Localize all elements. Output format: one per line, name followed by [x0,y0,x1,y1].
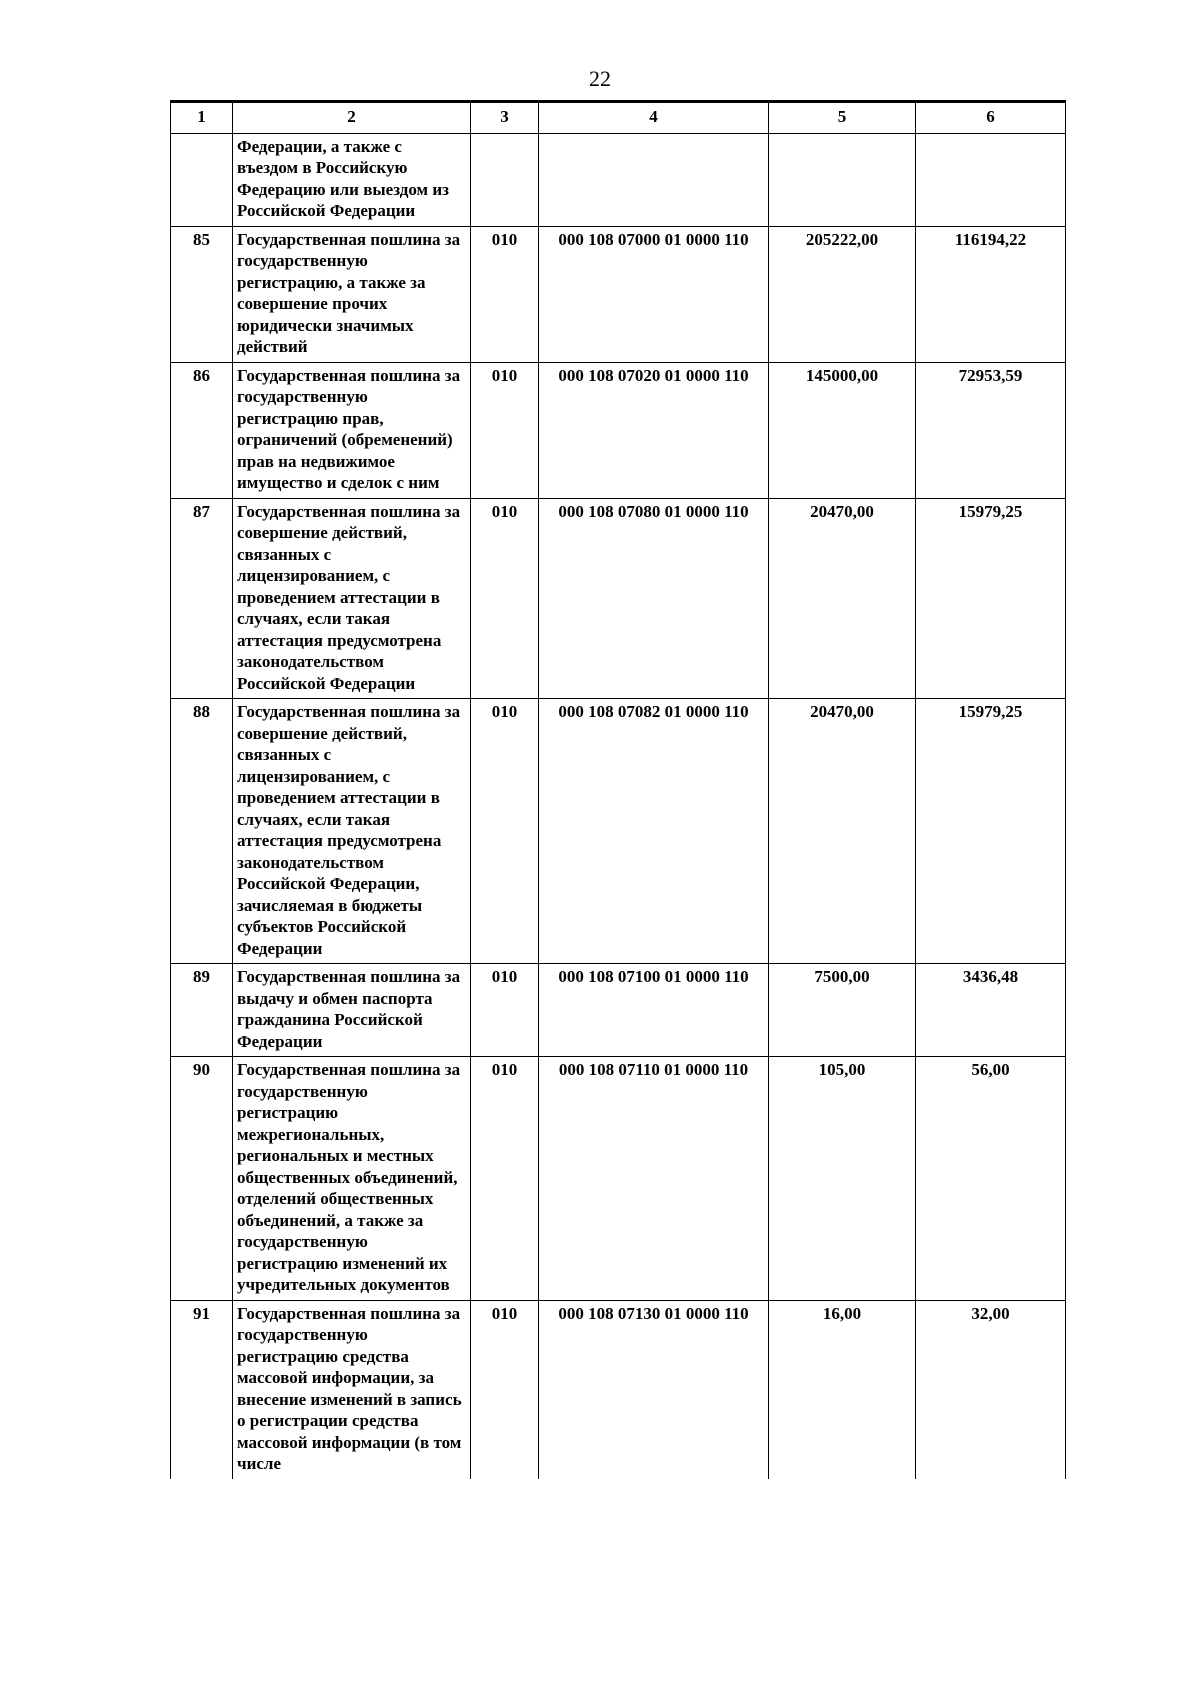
table-row [171,498,1066,699]
column-header: 6 [916,102,1066,134]
cell-name: Государственная пошлина за государственную регистрацию прав, ограничений (обременений) прав на недвижимое имущество и сделок с ним [233,362,471,498]
table-row [171,133,1066,226]
cell-amount-approved: 7500,00 [769,964,916,1057]
cell-row-number: 91 [171,1300,233,1479]
cell-code: 010 [471,1300,539,1479]
cell-code: 010 [471,699,539,964]
cell-name: Федерации, а также с въездом в Российскую Федерацию или выездом из Российской Федерации [233,133,471,226]
cell-amount-approved: 20470,00 [769,498,916,699]
cell-name: Государственная пошлина за государственную регистрацию, а также за совершение прочих юридически значимых действий [233,226,471,362]
cell-code: 010 [471,226,539,362]
cell-budget-classification-code: 000 108 07080 01 0000 110 [539,498,769,699]
cell-amount-executed: 15979,25 [916,699,1066,964]
cell-budget-classification-code: 000 108 07020 01 0000 110 [539,362,769,498]
table-row [171,964,1066,1057]
table-row [171,1300,1066,1479]
table-row [171,1057,1066,1301]
cell-amount-approved: 145000,00 [769,362,916,498]
state-duty-table [170,100,1066,1479]
cell-code: 010 [471,362,539,498]
cell-amount-executed [916,133,1066,226]
cell-budget-classification-code: 000 108 07000 01 0000 110 [539,226,769,362]
cell-row-number: 85 [171,226,233,362]
cell-amount-approved: 205222,00 [769,226,916,362]
column-header: 2 [233,102,471,134]
cell-amount-executed: 32,00 [916,1300,1066,1479]
cell-amount-executed: 15979,25 [916,498,1066,699]
cell-budget-classification-code: 000 108 07100 01 0000 110 [539,964,769,1057]
cell-code [471,133,539,226]
table-row [171,226,1066,362]
cell-row-number: 90 [171,1057,233,1301]
cell-amount-executed: 3436,48 [916,964,1066,1057]
cell-amount-executed: 116194,22 [916,226,1066,362]
cell-amount-approved: 20470,00 [769,699,916,964]
cell-row-number [171,133,233,226]
cell-name: Государственная пошлина за выдачу и обмен паспорта гражданина Российской Федерации [233,964,471,1057]
cell-code: 010 [471,498,539,699]
column-header: 1 [171,102,233,134]
cell-amount-approved [769,133,916,226]
column-header: 3 [471,102,539,134]
cell-name: Государственная пошлина за совершение действий, связанных с лицензированием, с проведением аттестации в случаях, если такая аттестация предусмотрена законодательством Российской Федерации, зачисляемая в бюджеты субъектов Российской Федерации [233,699,471,964]
column-header: 5 [769,102,916,134]
cell-amount-executed: 56,00 [916,1057,1066,1301]
cell-row-number: 86 [171,362,233,498]
cell-name: Государственная пошлина за государственную регистрацию средства массовой информации, за внесение изменений в запись о регистрации средства массовой информации (в том числе [233,1300,471,1479]
cell-amount-executed: 72953,59 [916,362,1066,498]
table-head [171,102,1066,134]
table-row [171,699,1066,964]
table-header-row [171,102,1066,134]
cell-row-number: 89 [171,964,233,1057]
column-header: 4 [539,102,769,134]
cell-name: Государственная пошлина за совершение действий, связанных с лицензированием, с проведением аттестации в случаях, если такая аттестация предусмотрена законодательством Российской Федерации [233,498,471,699]
cell-amount-approved: 16,00 [769,1300,916,1479]
cell-budget-classification-code: 000 108 07082 01 0000 110 [539,699,769,964]
cell-budget-classification-code: 000 108 07130 01 0000 110 [539,1300,769,1479]
table-row [171,362,1066,498]
table-body [171,133,1066,1479]
cell-row-number: 87 [171,498,233,699]
page-number: 22 [589,66,611,91]
cell-budget-classification-code [539,133,769,226]
cell-name: Государственная пошлина за государственную регистрацию межрегиональных, региональных и местных общественных объединений, отделений общественных объединений, а также за государственную регистрацию изменений их учредительных документов [233,1057,471,1301]
cell-code: 010 [471,964,539,1057]
cell-budget-classification-code: 000 108 07110 01 0000 110 [539,1057,769,1301]
cell-row-number: 88 [171,699,233,964]
cell-code: 010 [471,1057,539,1301]
cell-amount-approved: 105,00 [769,1057,916,1301]
